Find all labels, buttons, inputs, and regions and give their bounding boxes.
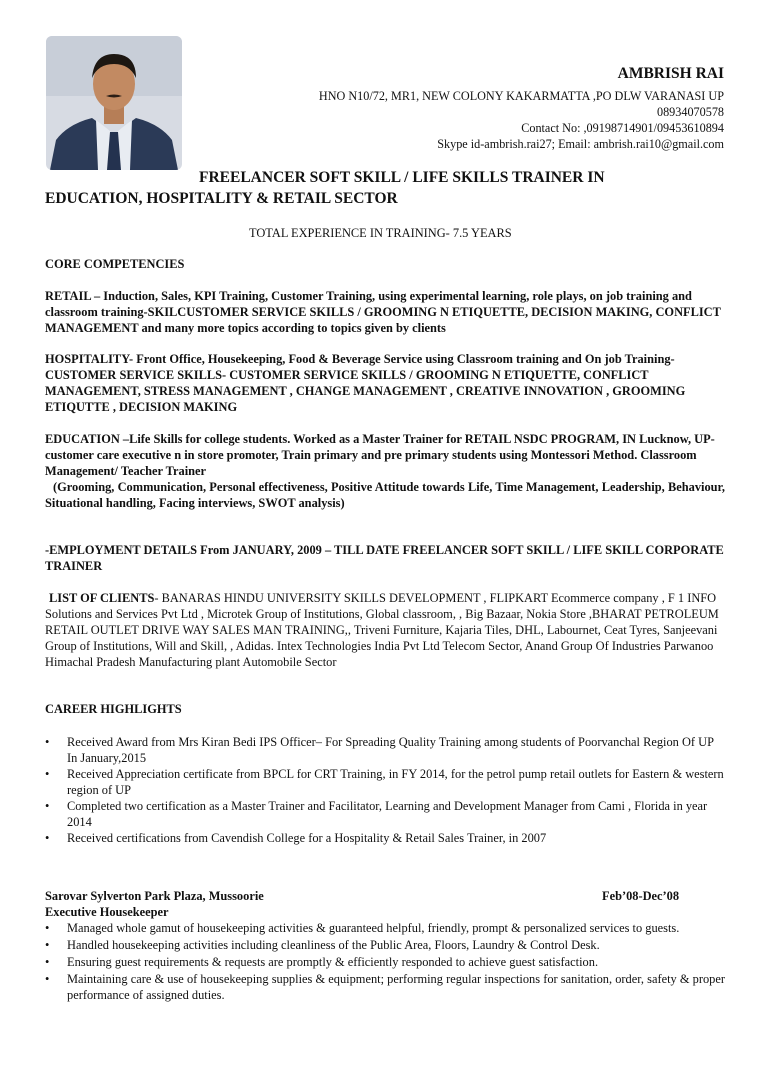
- education-topics: (Grooming, Communication, Personal effectiveness, Positive Attitude towards Life, Time Management, Leadership, Behaviour, Situational handling, Facing interviews, SWOT analysis): [45, 480, 725, 510]
- list-item: • Maintaining care & use of housekeeping supplies & equipment; performing regular inspections for sanitation, order, safety & proper performance of assigned duties.: [45, 971, 725, 1003]
- retail-competency: RETAIL – Induction, Sales, KPI Training, Customer Training, using experimental learning, role plays, on job training and classroom training-SKILCUSTOMER SERVICE SKILLS / GROOMING N ETIQUETTE, DECISION MAKING, CONFLICT MANAGEMENT and many more topics according to topics given by clients: [45, 289, 721, 335]
- phone: 08934070578: [656, 105, 724, 119]
- clients-label: LIST OF CLIENTS: [49, 591, 155, 605]
- profile-photo: [46, 36, 182, 170]
- job-role: Executive Housekeeper: [45, 905, 169, 919]
- hospitality-competency: HOSPITALITY- Front Office, Housekeeping, Food & Beverage Service using Classroom training and On job Training- CUSTOMER SERVICE SKILLS- CUSTOMER SERVICE SKILLS / GROOMING N ETIQUETTE, CONFLICT MANAGEMENT, STRESS MANAGEMENT , CHANGE MANAGEMENT , CREATIVE INNOVATION , GROOMING ETIQUTTE , DECISION MAKING: [45, 352, 686, 414]
- clients-text: - BANARAS HINDU UNIVERSITY SKILLS DEVELOPMENT , FLIPKART Ecommerce company , F 1 INFO Solutions and Services Pvt Ltd , Microtek Group of Institutions, Global classroom, , Big Bazaar, Nokia Store ,BHARAT PETROLEUM RETAIL OUTLET DRIVE WAY SALES MAN TRAINING,, Triveni Furniture, Kajaria Tiles, DHL, Labournet, Ceat Tyres, Sanjeevani Group of Institutions, Will and Skill, , Adidas. Intex Technologies India Pvt Ltd Telecom Sector, Anand Group Of Industries Parwanoo Himachal Pradesh Manufacturing plant Automobile Sector: [45, 591, 719, 669]
- title-line-2: EDUCATION, HOSPITALITY & RETAIL SECTOR: [45, 190, 398, 207]
- employment-details: -EMPLOYMENT DETAILS From JANUARY, 2009 – TILL DATE FREELANCER SOFT SKILL / LIFE SKILL CORPORATE TRAINER: [45, 543, 724, 573]
- list-item: • Handled housekeeping activities including cleanliness of the Public Area, Floors, Laundry & Control Desk.: [45, 937, 725, 953]
- core-competencies-heading: CORE COMPETENCIES: [45, 257, 185, 271]
- career-highlights-list: [45, 734, 725, 846]
- job-duties-list: [45, 920, 725, 1003]
- list-item: • Received certifications from Cavendish College for a Hospitality & Retail Sales Trainer, in 2007: [45, 830, 725, 846]
- list-item: • Received Award from Mrs Kiran Bedi IPS Officer– For Spreading Quality Training among students of Poorvanchal Region Of UP In January,2015: [45, 734, 725, 766]
- list-item: • Completed two certification as a Master Trainer and Facilitator, Learning and Development Manager from Cami , Florida in year 2014: [45, 798, 725, 830]
- candidate-name: AMBRISH RAI: [617, 65, 724, 82]
- job-dates: Feb’08-Dec’08: [602, 889, 680, 903]
- list-item: • Managed whole gamut of housekeeping activities & guaranteed helpful, friendly, prompt & personalized services to guests.: [45, 920, 725, 936]
- total-experience: TOTAL EXPERIENCE IN TRAINING- 7.5 YEARS: [249, 226, 512, 240]
- list-item: • Received Appreciation certificate from BPCL for CRT Training, in FY 2014, for the petrol pump retail outlets for Eastern & western region of UP: [45, 766, 725, 798]
- career-highlights-heading: CAREER HIGHLIGHTS: [45, 702, 182, 716]
- title-line-1: FREELANCER SOFT SKILL / LIFE SKILLS TRAINER IN: [199, 169, 605, 186]
- address: HNO N10/72, MR1, NEW COLONY KAKARMATTA ,PO DLW VARANASI UP: [318, 89, 724, 103]
- contact-numbers: Contact No: ,09198714901/09453610894: [521, 121, 724, 135]
- clients-list: [45, 590, 725, 670]
- skype-email: Skype id-ambrish.rai27; Email: ambrish.rai10@gmail.com: [437, 137, 724, 151]
- education-competency: EDUCATION –Life Skills for college students. Worked as a Master Trainer for RETAIL NSDC PROGRAM, IN Lucknow, UP- customer care executive n in store promoter, Train primary and pre primary students using Montessori Method. Classroom Management/ Teacher Trainer: [45, 432, 715, 478]
- list-item: • Ensuring guest requirements & requests are promptly & efficiently responded to achieve guest satisfaction.: [45, 954, 725, 970]
- job-company: Sarovar Sylverton Park Plaza, Mussoorie: [45, 889, 264, 903]
